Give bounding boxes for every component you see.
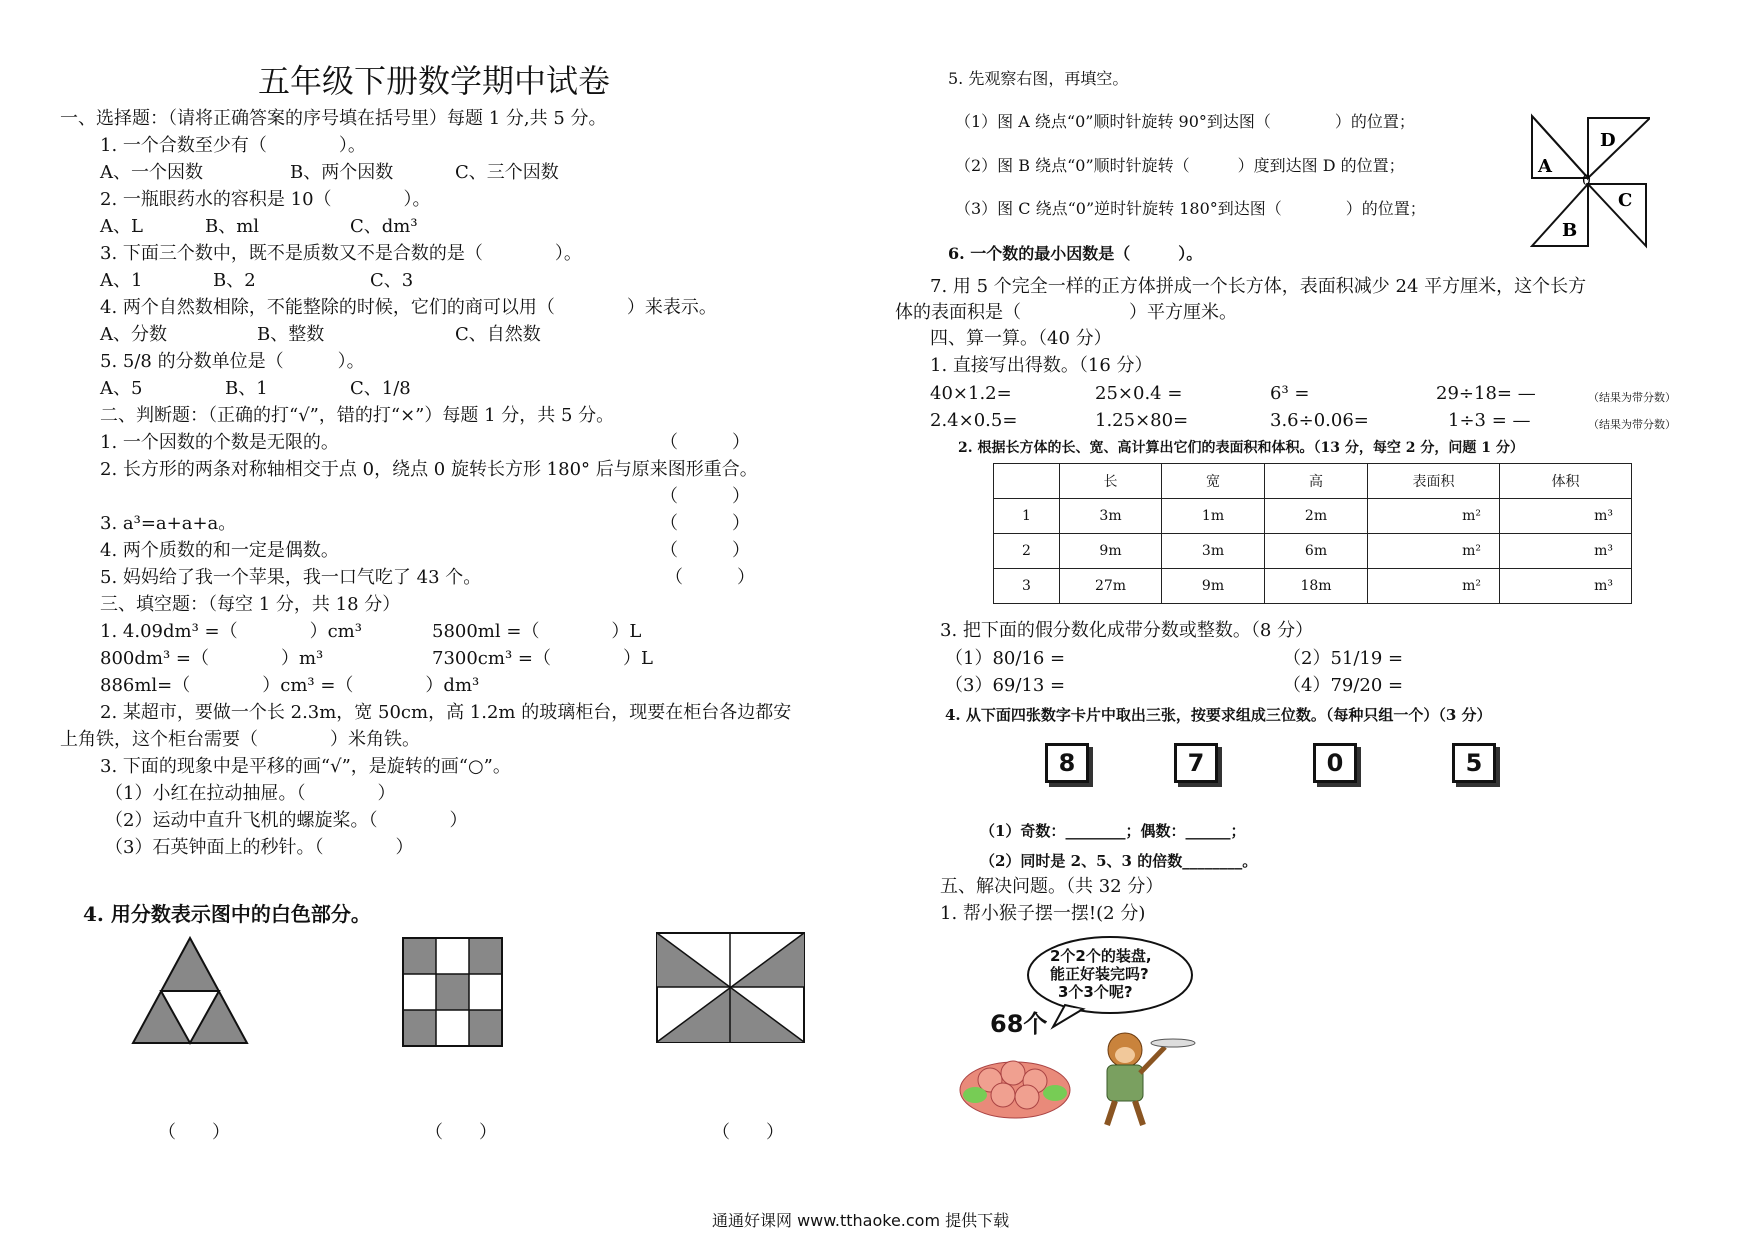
calc: 25×0.4 = (1095, 383, 1183, 404)
table-cell: m² (1368, 499, 1500, 534)
calc: 3.6÷0.06= (1270, 410, 1369, 431)
peach-count: 68个 (990, 1010, 1048, 1038)
answer-blank: （ ） (425, 1122, 497, 1143)
question-5: 5. 先观察右图，再填空。 (948, 69, 1129, 88)
fill-1a: 1. 4.09dm³ =（ ）cm³ (100, 621, 362, 642)
option: B、整数 (257, 324, 325, 345)
section-2-header: 二、判断题：（正确的打“√”，错的打“×”）每题 1 分，共 5 分。 (100, 405, 615, 426)
section-4-4a: （1）奇数：________；偶数：______； (980, 822, 1246, 840)
fill-3-item: （3）石英钟面上的秒针。（ ） (105, 837, 414, 858)
section-4-3: 3. 把下面的假分数化成带分数或整数。（8 分） (940, 620, 1314, 641)
volume-table (993, 463, 1632, 604)
section-4-4: 4. 从下面四张数字卡片中取出三张，按要求组成三位数。（每种只组一个）（3 分） (945, 706, 1492, 724)
fraction-item: （2）51/19 = (1283, 648, 1404, 669)
table-row (994, 499, 1632, 534)
table-cell: 1 (994, 499, 1060, 534)
label-o: 0 (1582, 173, 1591, 189)
section-5-1: 1. 帮小猴子摆一摆!(2 分) (940, 903, 1146, 924)
section-4-2: 2. 根据长方体的长、宽、高计算出它们的表面积和体积。（13 分，每空 2 分，问题 1 分） (958, 440, 1524, 456)
table-cell: 9m (1162, 569, 1265, 604)
option: C、三个因数 (455, 162, 559, 183)
table-cell: 3m (1162, 534, 1265, 569)
table-cell: 27m (1060, 569, 1162, 604)
triangle-figure (130, 935, 250, 1047)
option: A、L (100, 216, 143, 237)
page-title: 五年级下册数学期中试卷 (258, 62, 611, 100)
option: C、自然数 (455, 324, 541, 345)
option: B、两个因数 (290, 162, 394, 183)
table-cell: 18m (1265, 569, 1368, 604)
table-cell: m³ (1500, 534, 1632, 569)
number-card: 5 (1452, 743, 1496, 783)
option: C、1/8 (350, 378, 411, 399)
judge-3: 3. a³=a+a+a。 (100, 513, 237, 534)
table-cell: 9m (1060, 534, 1162, 569)
table-header-cell: 宽 (1162, 464, 1265, 499)
speech-bubble-line: 3个3个呢? (1058, 983, 1133, 1001)
rectangle-figure (656, 932, 806, 1044)
judge-5: 5. 妈妈给了我一个苹果，我一口气吃了 43 个。 (100, 567, 482, 588)
question-1-2: 2. 一瓶眼药水的容积是 10（ ）。 (100, 189, 431, 210)
fill-2a: 2. 某超市，要做一个长 2.3m，宽 50cm，高 1.2m 的玻璃柜台，现要在柜台各边都安 (100, 702, 792, 723)
table-header-cell: 高 (1265, 464, 1368, 499)
answer-blank: （ ） (158, 1122, 230, 1143)
option: C、dm³ (350, 216, 418, 237)
label-d: D (1600, 130, 1616, 151)
section-4-1: 1. 直接写出得数。（16 分） (930, 355, 1153, 376)
label-c: C (1618, 190, 1633, 211)
answer-paren: （ ） (660, 540, 750, 561)
question-6: 6. 一个数的最小因数是（ ）。 (948, 244, 1203, 263)
question-5-item: （1）图 A 绕点“0”顺时针旋转 90°到达图（ ）的位置； (955, 112, 1415, 131)
number-card: 7 (1174, 743, 1218, 783)
section-4-4b: （2）同时是 2、5、3 的倍数________。 (980, 852, 1258, 870)
judge-4: 4. 两个质数的和一定是偶数。 (100, 540, 339, 561)
answer-paren: （ ） (660, 486, 750, 507)
table-cell: 2 (994, 534, 1060, 569)
question-1-3: 3. 下面三个数中，既不是质数又不是合数的是（ ）。 (100, 243, 582, 264)
table-row (994, 534, 1632, 569)
table-cell: 3 (994, 569, 1060, 604)
judge-1: 1. 一个因数的个数是无限的。 (100, 432, 339, 453)
answer-paren: （ ） (660, 432, 750, 453)
calc-note: （结果为带分数） (1588, 391, 1676, 404)
option: A、1 (100, 270, 143, 291)
table-header-cell: 体积 (1500, 464, 1632, 499)
table-cell: 2m (1265, 499, 1368, 534)
calc-note: （结果为带分数） (1588, 418, 1676, 431)
table-header-cell: 长 (1060, 464, 1162, 499)
rotation-figure (1530, 112, 1650, 252)
grid-figure (402, 937, 504, 1047)
table-row (994, 569, 1632, 604)
question-7a: 7. 用 5 个完全一样的正方体拼成一个长方体，表面积减少 24 平方厘米，这个长方 (930, 276, 1587, 297)
number-card: 0 (1313, 743, 1357, 783)
table-cell: m² (1368, 534, 1500, 569)
fill-3-item: （2）运动中直升飞机的螺旋桨。（ ） (105, 810, 468, 831)
table-header-row (994, 464, 1632, 499)
section-3-header: 三、填空题：（每空 1 分，共 18 分） (100, 594, 401, 615)
option: A、5 (100, 378, 143, 399)
footer-text: 通通好课网 www.tthaoke.com 提供下载 (712, 1211, 1010, 1230)
fill-3-item: （1）小红在拉动抽屉。（ ） (105, 783, 396, 804)
fraction-item: （4）79/20 = (1283, 675, 1404, 696)
fill-1b: 5800ml =（ ）L (432, 621, 642, 642)
label-b: B (1562, 220, 1578, 241)
table-cell: m³ (1500, 569, 1632, 604)
fill-1d: 7300cm³ =（ ）L (432, 648, 653, 669)
calc: 40×1.2= (930, 383, 1012, 404)
calc: 1÷3 = — (1448, 410, 1531, 431)
question-5-item: （2）图 B 绕点“0”顺时针旋转（ ）度到达图 D 的位置； (955, 156, 1405, 175)
answer-paren: （ ） (660, 513, 750, 534)
calc: 6³ = (1270, 383, 1310, 404)
option: B、2 (213, 270, 256, 291)
answer-paren: （ ） (665, 567, 755, 588)
option: C、3 (370, 270, 414, 291)
table-cell: 1m (1162, 499, 1265, 534)
table-cell: m³ (1500, 499, 1632, 534)
question-1-5: 5. 5/8 的分数单位是（ ）。 (100, 351, 365, 372)
table-cell: 6m (1265, 534, 1368, 569)
calc: 1.25×80= (1095, 410, 1189, 431)
option: B、1 (225, 378, 268, 399)
answer-blank: （ ） (712, 1122, 784, 1143)
question-1-4: 4. 两个自然数相除，不能整除的时候，它们的商可以用（ ）来表示。 (100, 297, 717, 318)
question-1-1: 1. 一个合数至少有（ ）。 (100, 135, 366, 156)
fill-1e: 886ml=（ ）cm³ =（ ）dm³ (100, 675, 480, 696)
fill-4: 4. 用分数表示图中的白色部分。 (83, 902, 371, 926)
option: A、一个因数 (100, 162, 203, 183)
table-header-cell: 表面积 (1368, 464, 1500, 499)
speech-bubble-line: 能正好装完吗? (1050, 965, 1149, 983)
fill-1c: 800dm³ =（ ）m³ (100, 648, 324, 669)
calc: 29÷18= — (1436, 383, 1536, 404)
question-7b: 体的表面积是（ ）平方厘米。 (895, 302, 1237, 323)
section-1-header: 一、选择题：（请将正确答案的序号填在括号里）每题 1 分,共 5 分。 (60, 108, 607, 129)
label-a: A (1538, 156, 1552, 177)
fraction-item: （3）69/13 = (945, 675, 1066, 696)
calc: 2.4×0.5= (930, 410, 1018, 431)
question-5-item: （3）图 C 绕点“0”逆时针旋转 180°到达图（ ）的位置； (955, 199, 1426, 218)
table-cell: m² (1368, 569, 1500, 604)
speech-bubble-line: 2个2个的装盘, (1050, 947, 1152, 965)
fraction-item: （1）80/16 = (945, 648, 1066, 669)
judge-2: 2. 长方形的两条对称轴相交于点 0，绕点 0 旋转长方形 180° 后与原来图形重合。 (100, 459, 758, 480)
number-card: 8 (1045, 743, 1089, 783)
option: A、分数 (100, 324, 167, 345)
section-5-header: 五、解决问题。（共 32 分） (940, 876, 1164, 897)
fill-3: 3. 下面的现象中是平移的画“√”，是旋转的画“○”。 (100, 756, 511, 777)
table-header-cell (994, 464, 1060, 499)
table-cell: 3m (1060, 499, 1162, 534)
section-4-header: 四、算一算。（40 分） (930, 328, 1112, 349)
fill-2b: 上角铁，这个柜台需要（ ）米角铁。 (60, 729, 420, 750)
option: B、ml (205, 216, 260, 237)
